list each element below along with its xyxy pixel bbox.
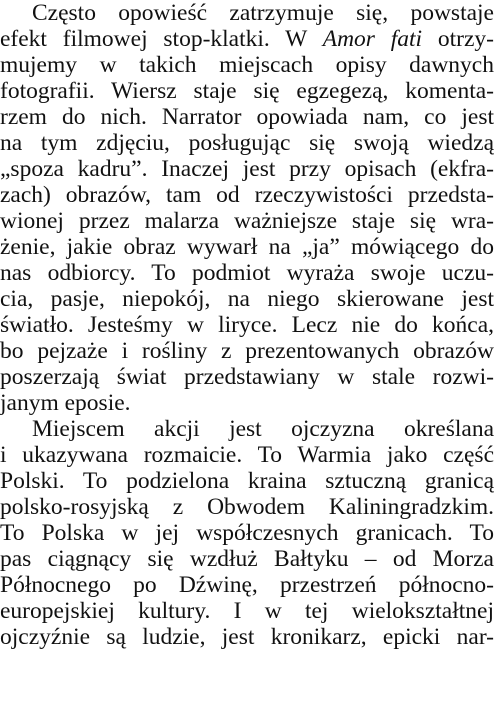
book-title-italic: Amor fati: [322, 26, 423, 52]
paragraph-1-line-14: bo pejzaże i rośliny z prezentowanych obrazów: [0, 338, 494, 364]
paragraph-1-line-5: rzem do nich. Narrator opowiada nam, co jest: [0, 104, 494, 130]
paragraph-1-line-16: janym eposie.: [0, 390, 131, 416]
paragraph-1-line-10: żenie, jakie obraz wywarł na „ja” mówiącego do: [0, 234, 494, 260]
paragraph-1-line-12: cia, pasje, niepokój, na niego skierowane jest: [0, 286, 494, 312]
paragraph-1-line-15: poszerzają świat przedstawiany w stale rozwi-: [0, 364, 494, 390]
paragraph-1-line-11: nas odbiorcy. To podmiot wyraża swoje uczu-: [0, 260, 494, 286]
paragraph-1-line-2: efekt filmowej stop-klatki. W Amor fati otrzy-: [0, 26, 494, 52]
paragraph-1-line-8: zach) obrazów, tam od rzeczywistości przedsta-: [0, 182, 494, 208]
paragraph-2-line-4: polsko-rosyjską z Obwodem Kaliningradzkim.: [0, 494, 494, 520]
paragraph-2-line-3: Polski. To podzielona kraina sztuczną granicą: [0, 468, 494, 494]
paragraph-2-line-1: Miejscem akcji jest ojczyzna określana: [32, 416, 494, 442]
paragraph-2-line-9: ojczyźnie są ludzie, jest kronikarz, epicki nar-: [0, 624, 494, 650]
paragraph-1-line-9: wionej przez malarza ważniejsze staje się wra-: [0, 208, 494, 234]
paragraph-2-line-8: europejskiej kultury. I w tej wielokształtnej: [0, 598, 494, 624]
paragraph-2-line-2: i ukazywana rozmaicie. To Warmia jako część: [0, 442, 494, 468]
paragraph-1-line-6: na tym zdjęciu, posługując się swoją wiedzą: [0, 130, 494, 156]
paragraph-1-line-3: mujemy w takich miejscach opisy dawnych: [0, 52, 494, 78]
paragraph-2-line-5: To Polska w jej współczesnych granicach. To: [0, 520, 494, 546]
paragraph-2-line-6: pas ciągnący się wzdłuż Bałtyku – od Morza: [0, 546, 494, 572]
paragraph-1-line-13: światło. Jesteśmy w liryce. Lecz nie do końca,: [0, 312, 494, 338]
paragraph-2-line-7: Północnego po Dźwinę, przestrzeń północno-: [0, 572, 494, 598]
paragraph-1-line-7: „spoza kadru”. Inaczej jest przy opisach (ekfra-: [0, 156, 494, 182]
paragraph-1-line-1: Często opowieść zatrzymuje się, powstaje: [32, 0, 494, 26]
paragraph-1-line-4: fotografii. Wiersz staje się egzegezą, komenta-: [0, 78, 494, 104]
